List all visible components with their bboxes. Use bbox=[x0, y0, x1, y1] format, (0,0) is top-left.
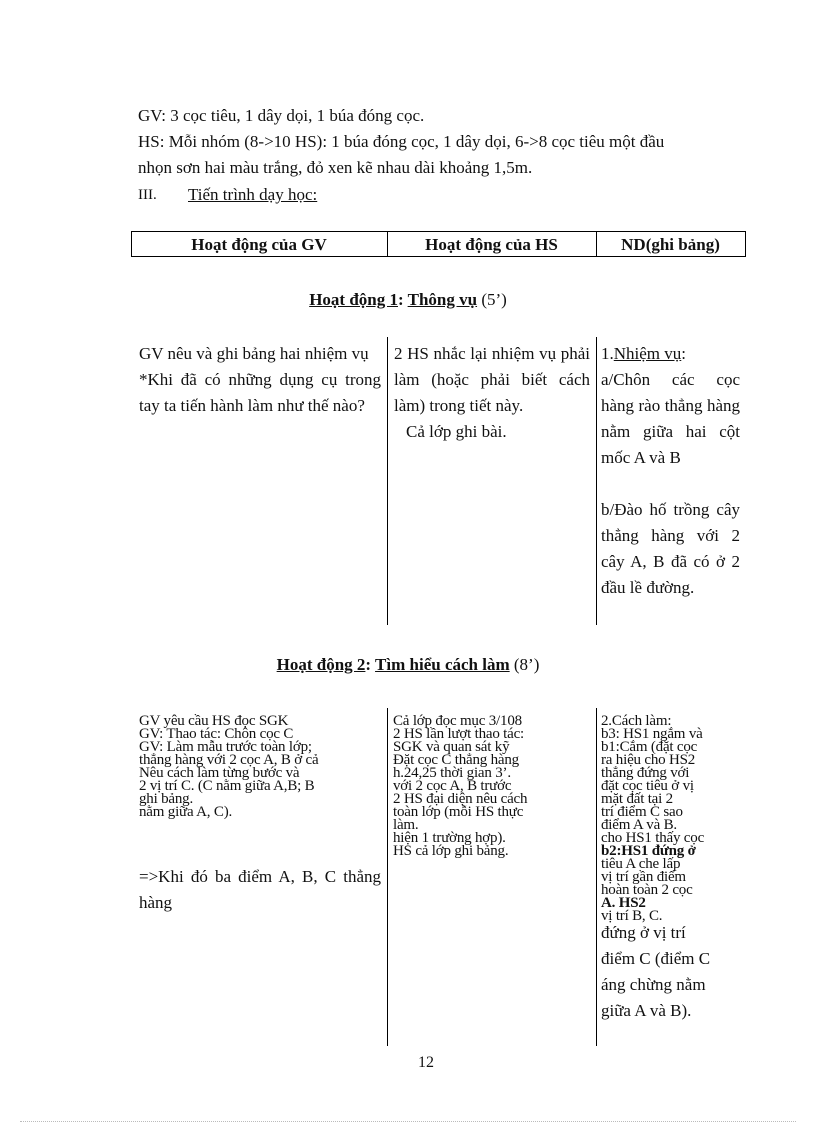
activity1-divider-2 bbox=[596, 337, 597, 625]
activity2-hs-line: toàn lớp (mỗi HS thực bbox=[393, 804, 524, 820]
activity2-name: Tìm hiểu cách làm bbox=[375, 655, 510, 674]
activity2-heading bbox=[0, 652, 816, 678]
activity2-gv-line: thẳng hàng với 2 cọc A, B ở cả bbox=[139, 752, 319, 768]
activity2-nd-line: b2:HS1 đứng ở bbox=[601, 843, 696, 859]
activity2-hs-line: Đặt cọc C thẳng hàng bbox=[393, 752, 519, 768]
activity1-nd-b: b/Đào hố trồng cây thẳng hàng với 2 cây A, B đã có ở 2 đầu lề đường. bbox=[601, 500, 740, 597]
activity2-divider-1 bbox=[387, 708, 388, 1046]
activity1-name: Thông vụ bbox=[407, 290, 478, 309]
activity2-hs-line: HS cả lớp ghi bảng. bbox=[393, 843, 509, 859]
activity1-gv-text: GV nêu và ghi bảng hai nhiệm vụ *Khi đã có những dụng cụ trong tay ta tiến hành làm như thế nào? bbox=[139, 344, 381, 415]
activity2-nd-line: trí điểm C sao bbox=[601, 804, 683, 820]
activity2-nd-line: điểm C (điểm C bbox=[601, 949, 711, 968]
activity2-nd-line: A. HS2 bbox=[601, 895, 646, 911]
activity2-nd-line: tiêu A che lấp bbox=[601, 856, 681, 872]
activity2-hs-line: Cả lớp đọc mục 3/108 bbox=[393, 713, 522, 729]
materials-hs-line1: HS: Mỗi nhóm (8->10 HS): 1 búa đóng cọc, 1 dây dọi, 6->8 cọc tiêu một đầu bbox=[138, 132, 665, 151]
activity1-time: (5’) bbox=[481, 290, 507, 309]
activity2-hs-line: hiện 1 trường hợp). bbox=[393, 830, 506, 846]
activity1-nd bbox=[601, 341, 740, 367]
activity2-nd-line: điểm A và B. bbox=[601, 817, 677, 833]
activity2-hs-line: 2 HS đại diện nêu cách bbox=[393, 791, 528, 807]
activity2-nd-line: cho HS1 thấy cọc bbox=[601, 830, 705, 846]
page-number: 12 bbox=[418, 1054, 434, 1071]
page-bottom-border bbox=[20, 1121, 796, 1122]
materials-gv: GV: 3 cọc tiêu, 1 dây dọi, 1 búa đóng cọc. bbox=[138, 106, 425, 125]
activity2-nd-line: vị trí gần điểm bbox=[601, 869, 686, 885]
activity2-nd-line: đặt cọc tiêu ở vị bbox=[601, 778, 694, 794]
activity2-nd-line: mặt đất tại 2 bbox=[601, 791, 673, 807]
activity2-time: (8’) bbox=[513, 655, 540, 674]
section-title: Tiến trình dạy học: bbox=[188, 185, 318, 204]
activity2-nd-line: thẳng đứng với bbox=[601, 765, 690, 781]
activity1-hs-text2: Cả lớp ghi bài. bbox=[406, 422, 507, 441]
activity2-gv-conclusion: =>Khi đó ba điểm A, B, C thẳng hàng bbox=[139, 867, 381, 912]
activity1-hs-text: 2 HS nhắc lại nhiệm vụ phải làm (hoặc phải biết cách làm) trong tiết này. bbox=[394, 344, 590, 415]
activity1-label: Hoạt động 1 bbox=[309, 290, 398, 309]
section-number: III. bbox=[138, 187, 157, 203]
activity1-nd-a: a/Chôn các cọc hàng rào thẳng hàng nằm giữa hai cột mốc A và B bbox=[601, 370, 740, 467]
activity2-gv-line: 2 vị trí C. (C nằm giữa A,B; B bbox=[139, 778, 315, 794]
activity2-nd-line: giữa A và B). bbox=[601, 1001, 692, 1020]
header-hs: Hoạt động của HS bbox=[425, 235, 558, 254]
activity2-hs-line: với 2 cọc A, B trước bbox=[393, 778, 512, 794]
activity2-hs-line: làm. bbox=[393, 817, 419, 833]
activity2-gv-line: ghi bảng. bbox=[139, 791, 194, 807]
activity2-nd-line: hoàn toàn 2 cọc bbox=[601, 882, 693, 898]
activity2-nd-line: đứng ở vị trí bbox=[601, 923, 686, 942]
activity2-gv-line: nằm giữa A, C). bbox=[139, 804, 233, 820]
activity2-hs-line: SGK và quan sát kỹ bbox=[393, 739, 510, 755]
activity2-nd-line: b3: HS1 ngắm và bbox=[601, 726, 703, 742]
header-border-right bbox=[745, 231, 746, 257]
activity2-gv-line: GV: Làm mẫu trước toàn lớp; bbox=[139, 739, 312, 755]
activity2-label: Hoạt động 2 bbox=[276, 655, 366, 674]
activity2-colon: : bbox=[365, 655, 372, 674]
header-gv: Hoạt động của GV bbox=[191, 235, 327, 254]
activity2-divider-2 bbox=[596, 708, 597, 1046]
materials-hs-line2: nhọn sơn hai màu trắng, đỏ xen kẽ nhau dài khoảng 1,5m. bbox=[138, 158, 533, 177]
activity1-heading bbox=[0, 287, 816, 313]
activity1-colon: : bbox=[397, 290, 404, 309]
activity1-divider-1 bbox=[387, 337, 388, 625]
activity2-gv-line: Nêu cách làm từng bước và bbox=[139, 765, 300, 781]
activity2-gv-line: GV: Thao tác: Chôn cọc C bbox=[139, 726, 294, 742]
header-nd: ND(ghi bảng) bbox=[621, 235, 720, 254]
activity2-nd-line: áng chừng nằm bbox=[601, 975, 706, 994]
activity2-nd-line: ra hiệu cho HS2 bbox=[601, 752, 696, 768]
activity2-hs-line: h.24,25 thời gian 3’. bbox=[393, 765, 511, 781]
activity2-hs-line: 2 HS lần lượt thao tác: bbox=[393, 726, 525, 742]
activity1-nd-prefix: 1. bbox=[601, 344, 614, 363]
activity2-nd-line: 2.Cách làm: bbox=[601, 713, 672, 729]
activity1-nd-colon: : bbox=[681, 344, 687, 363]
activity2-nd-line: vị trí B, C. bbox=[601, 908, 663, 924]
activity2-nd-line: b1:Cắm (đặt cọc bbox=[601, 739, 698, 755]
activity2-gv-line: GV yêu cầu HS đọc SGK bbox=[139, 713, 289, 729]
activity1-nd-title: Nhiệm vụ bbox=[613, 344, 682, 363]
